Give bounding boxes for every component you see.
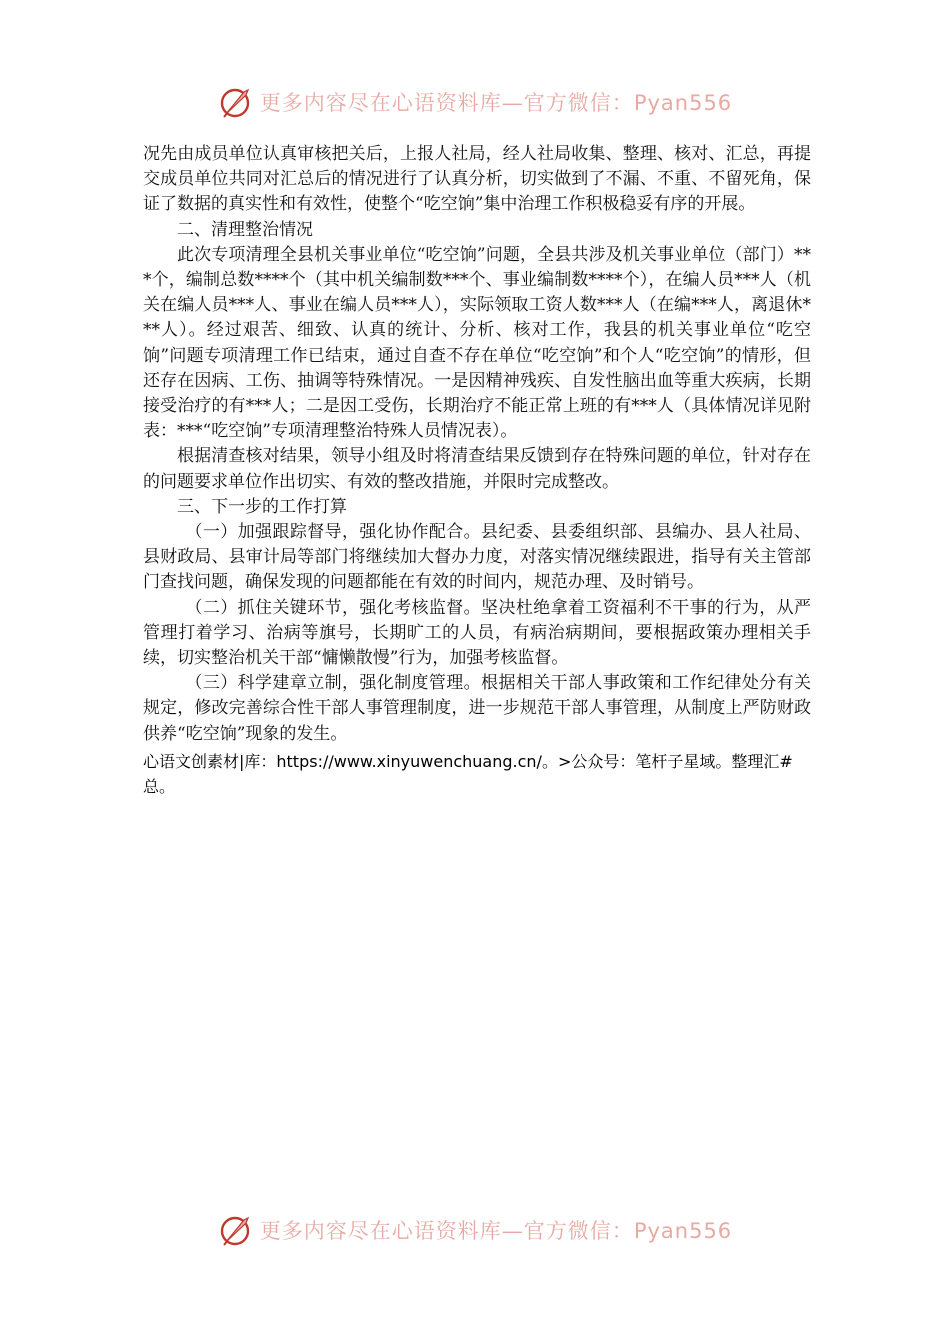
paragraph-step-two: （二）抓住关键环节，强化考核监督。坚决杜绝拿着工资福利不干事的行为，从严管理打着学习、治病等旗号，长期旷工的人员，有病治病期间，要根据政策办理相关手续，切实整治机关干部“慵懒散慢”行为，加强考核监督。 xyxy=(143,597,811,669)
paragraph-step-one: （一）加强跟踪督导，强化协作配合。县纪委、县委组织部、县编办、县人社局、县财政局、县审计局等部门将继续加大督办力度，对落实情况继续跟进，指导有关主管部门查找问题，确保发现的问题都能在有效的时间内，规范办理、及时销号。 xyxy=(143,522,811,593)
quill-pen-logo-icon xyxy=(218,84,254,120)
banner-wechat-id: Pyan556 xyxy=(633,1219,733,1243)
footer-watermark-banner xyxy=(0,1208,950,1252)
section-heading-next-steps: 三、下一步的工作打算 xyxy=(177,496,347,517)
paragraph-cleanup-details: 此次专项清理全县机关事业单位“吃空饷”问题，全县共涉及机关事业单位（部门）***个，编制总数****个（其中机关编制数***个、事业编制数****个），在编人员***人（机关在编人员***人、事业在编人员***人），实际领取工资人数***人（在编***人，离退休***人）。经过艰苦、细致、认真的统计、分析、核对工作，我县的机关事业单位“吃空饷”问题专项清理工作已结束，通过自查不存在单位“吃空饷”和个人“吃空饷”的情形，但还存在因病、工伤、抽调等特殊情况。一是因精神残疾、自发性脑出血等重大疾病，长期接受治疗的有***人；二是因工受伤，长期治疗不能正常上班的有***人（具体情况详见附表：***“吃空饷”专项清理整治特殊人员情况表）。 xyxy=(143,244,811,442)
quill-pen-logo-icon xyxy=(218,1212,254,1248)
paragraph-step-three: （三）科学建章立制，强化制度管理。根据相关干部人事政策和工作纪律处分有关规定，修改完善综合性干部人事管理制度，进一步规范干部人事管理，从制度上严防财政供养“吃空饷”现象的发生。 xyxy=(143,673,811,744)
banner-wechat-id: Pyan556 xyxy=(633,91,733,115)
source-note: 心语文创素材|库：https://www.xinyuwenchuang.cn/。>公众号：笔杆子星域。整理汇#总。 xyxy=(143,751,793,796)
banner-text: 更多内容尽在心语资料库—官方微信： xyxy=(259,91,634,115)
header-watermark-banner xyxy=(0,80,950,124)
paragraph-rectification: 根据清查核对结果，领导小组及时将清查结果反馈到存在特殊问题的单位，针对存在的问题要求单位作出切实、有效的整改措施，并限时完成整改。 xyxy=(143,446,811,492)
document-body xyxy=(143,142,811,799)
banner-text: 更多内容尽在心语资料库—官方微信： xyxy=(259,1219,634,1243)
paragraph-continuation: 况先由成员单位认真审核把关后，上报人社局，经人社局收集、整理、核对、汇总，再提交成员单位共同对汇总后的情况进行了认真分析，切实做到了不漏、不重、不留死角，保证了数据的真实性和有效性，使整个“吃空饷”集中治理工作积极稳妥有序的开展。 xyxy=(143,144,811,215)
section-heading-cleanup: 二、清理整治情况 xyxy=(177,219,313,240)
